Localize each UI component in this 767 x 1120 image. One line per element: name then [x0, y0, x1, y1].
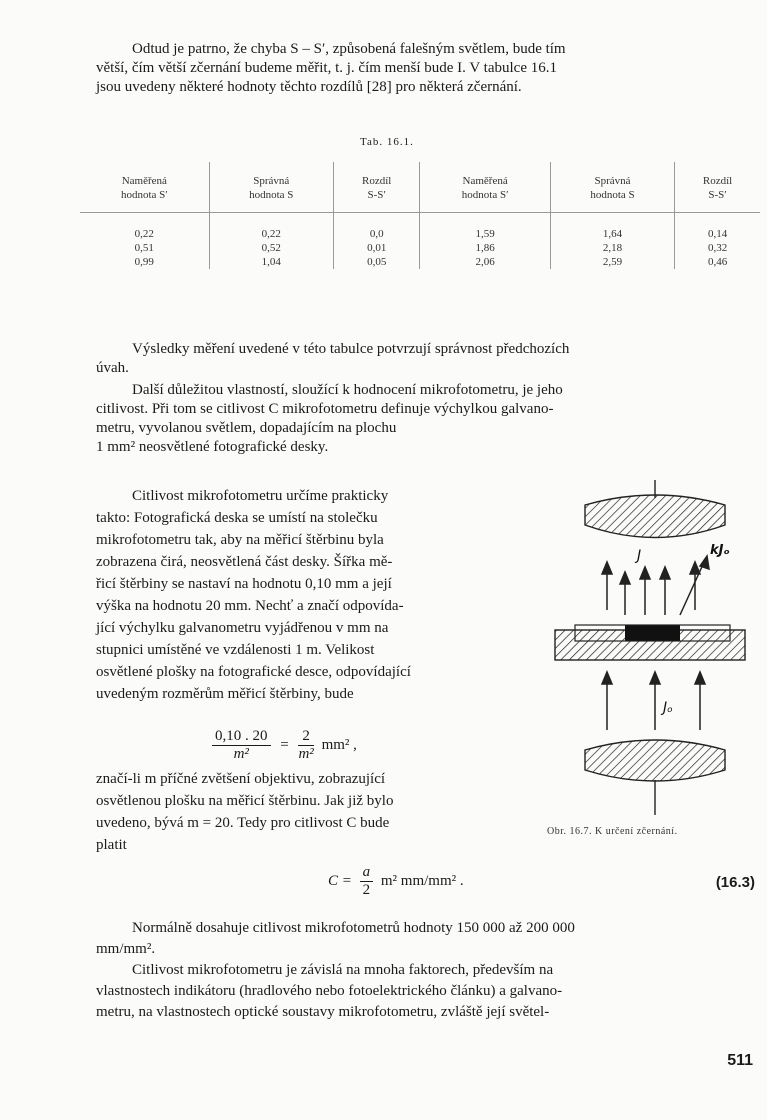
text-line: 1 mm² neosvětlené fotografické desky. — [96, 439, 329, 455]
table-cell: 0,14 0,32 0,46 — [675, 213, 760, 270]
label-J: J — [637, 548, 642, 564]
table-cell: 0,22 0,51 0,99 — [134, 228, 154, 268]
table-cell: 0,0 0,01 0,05 — [333, 213, 420, 270]
paragraph-sensitivity — [96, 381, 752, 457]
text-line: Citlivost mikrofotometru je závislá na mnoha faktorech, především na — [132, 962, 554, 978]
paragraph-results — [96, 340, 752, 378]
paragraph-bottom — [96, 918, 752, 1023]
text-line: úvah. — [96, 360, 129, 376]
text-line: Citlivost mikrofotometru určíme prakticky — [132, 488, 389, 504]
text-line: výška na hodnotu 20 mm. Nechť a značí odpovída- — [96, 598, 404, 614]
formula-area: $\frac{0,10 . 20}{\text{m²}}$ = $\frac{2}{\text{m²}}$ mm² , — [212, 728, 357, 763]
text-line: uvedeno, bývá m = 20. Tedy pro citlivost C bude — [96, 815, 390, 831]
photographic-layer — [625, 625, 680, 641]
text-line: osvětlené plošky na fotografické desce, odpovídající — [96, 664, 411, 680]
text-line: jící výchylku galvanometru vyjádřenou v mm na — [96, 620, 389, 636]
text-line: mm/mm². — [96, 941, 156, 957]
table-cell: 1,64 2,18 2,59 — [550, 213, 674, 270]
table-title: Tab. 16.1. — [360, 136, 414, 148]
optics-figure — [545, 480, 760, 820]
text-line: metru, na vlastnostech optické soustavy mikrofotometru, zvláště její světel- — [96, 1004, 550, 1020]
top-lens — [585, 495, 725, 538]
bottom-lens — [585, 740, 725, 781]
figure-caption: Obr. 16.7. K určení zčernání. — [547, 826, 678, 837]
page-number: 511 — [727, 1052, 753, 1069]
text-line: osvětlenou plošku na měřicí štěrbinu. Jak již bylo — [96, 793, 394, 809]
table-header-row — [80, 162, 760, 213]
fraction-right: $\frac{2}{\text{m²}}$ — [298, 728, 314, 762]
paragraph-method — [96, 485, 520, 705]
text-line: řicí štěrbiny se nastaví na hodnotu 0,10 mm a její — [96, 576, 392, 592]
paragraph-magnification — [96, 768, 520, 856]
text-line: Odtud je patrno, že chyba S – S′, způsobená falešným světlem, bude tím — [132, 41, 566, 57]
label-Jo: Jₒ — [663, 700, 673, 716]
table-header-cell: Rozdíl S-S′ — [675, 162, 760, 213]
text-line: Další důležitou vlastností, sloužící k hodnocení mikrofotometru, je jeho — [132, 382, 563, 398]
fraction-left: $\frac{0,10 . 20}{\text{m²}}$ — [212, 728, 271, 763]
fraction-a-over-2: $\frac{a}{2}$ — [360, 864, 374, 899]
text-line: větší, čím větší zčernání budeme měřit, t. j. čím menší bude I. V tabulce 16.1 — [96, 60, 557, 76]
transmitted-rays — [602, 556, 709, 615]
incident-rays — [602, 672, 705, 730]
text-line: Normálně dosahuje citlivost mikrofotometrů hodnoty 150 000 až 200 000 — [132, 920, 575, 936]
text-line: značí-li m příčné zvětšení objektivu, zobrazující — [96, 771, 386, 787]
text-line: vlastnostech indikátoru (hradlového nebo fotoelektrického článku) a galvano- — [96, 983, 563, 999]
text-line: zobrazena čirá, neosvětlená část desky. Šířka mě- — [96, 554, 393, 570]
table-cell: 0,22 0,52 1,04 — [209, 213, 333, 270]
text-line: citlivost. Při tom se citlivost C mikrofotometru definuje výchylkou galvano- — [96, 401, 554, 417]
table-header-cell: Naměřená hodnota S′ — [420, 162, 550, 213]
formula-sensitivity: C = $\frac{a}{2}$ m² mm/mm² . — [328, 864, 464, 898]
text-line: mikrofotometru tak, aby na měřicí štěrbinu byla — [96, 532, 384, 548]
table-header-cell: Správná hodnota S — [550, 162, 674, 213]
table-header-cell: Naměřená hodnota S′ — [80, 162, 209, 213]
table-cell: 1,59 1,86 2,06 — [420, 213, 550, 270]
text-line: takto: Fotografická deska se umístí na stolečku — [96, 510, 378, 526]
text-line: platit — [96, 837, 127, 853]
data-table — [80, 162, 760, 269]
text-line: metru, vyvolanou světlem, dopadajícím na plochu — [96, 420, 397, 436]
table-data-row — [80, 213, 760, 270]
table-header-cell: Správná hodnota S — [209, 162, 333, 213]
table-header-cell: Rozdíl S-S′ — [333, 162, 420, 213]
text-line: jsou uvedeny některé hodnoty těchto rozdílů [28] pro některá zčernání. — [96, 79, 522, 95]
text-line: stupnici umístěné ve vzdálenosti 1 m. Velikost — [96, 642, 375, 658]
text-line: uvedeným rozměrům měřicí štěrbiny, bude — [96, 686, 354, 702]
label-kJo: kJₒ — [710, 543, 730, 558]
equation-number: (16.3) — [715, 874, 755, 891]
text-line: Výsledky měření uvedené v této tabulce potvrzují správnost předchozích — [132, 341, 570, 357]
paragraph-top — [96, 40, 752, 97]
